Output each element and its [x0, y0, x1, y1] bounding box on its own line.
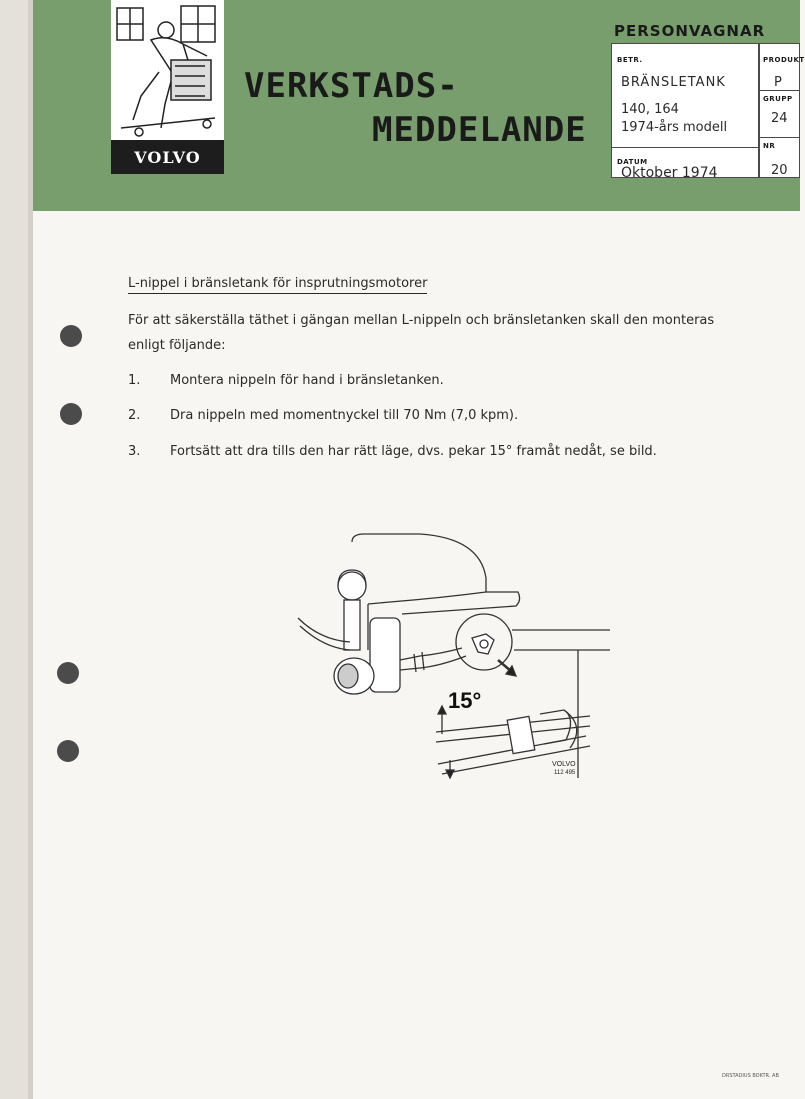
step-text: Montera nippeln för hand i bränsletanken. — [170, 373, 444, 388]
step-number: 1. — [128, 373, 141, 388]
betr-value: BRÄNSLETANK — [621, 75, 726, 90]
figure-caption-number: 112 495 — [554, 770, 576, 776]
nr-value: 20 — [771, 163, 788, 178]
mechanic-illustration — [111, 0, 224, 140]
step-number: 2. — [128, 408, 141, 423]
section-heading: L-nippel i bränsletank för insprutningsmotorer — [128, 276, 427, 294]
punch-hole — [60, 403, 82, 425]
models-value: 140, 164 — [621, 102, 679, 117]
printer-footer: DRSTADIUS BOKTR. AB — [722, 1073, 779, 1079]
figure-caption-brand: VOLVO — [552, 761, 576, 768]
grupp-value: 24 — [771, 111, 788, 126]
datum-value: Oktober 1974 — [621, 165, 718, 181]
model-year-value: 1974-års modell — [621, 120, 728, 135]
betr-label: BETR. — [617, 56, 643, 64]
punch-hole — [60, 325, 82, 347]
angle-label: 15° — [448, 688, 482, 713]
punch-hole — [57, 662, 79, 684]
title-line-1: VERKSTADS- — [244, 66, 459, 106]
intro-paragraph: För att säkerställa täthet i gängan mellan L-nippeln och bränsletanken skall den monteras enligt följande: — [128, 313, 715, 353]
volvo-wordmark: VOLVO — [111, 140, 224, 174]
step-text: Fortsätt att dra tills den har rätt läge, dvs. pekar 15° framåt nedåt, se bild. — [170, 444, 657, 459]
nr-label: NR — [763, 142, 776, 150]
step-number: 3. — [128, 444, 141, 459]
title-line-2: MEDDELANDE — [372, 110, 587, 150]
step-text: Dra nippeln med momentnyckel till 70 Nm (7,0 kpm). — [170, 408, 519, 423]
produkt-label: PRODUKT — [763, 56, 805, 64]
grupp-label: GRUPP — [763, 95, 793, 103]
fuel-tank-nipple-figure — [290, 530, 620, 780]
category-label: PERSONVAGNAR — [614, 22, 766, 40]
punch-hole — [57, 740, 79, 762]
classification-box — [759, 43, 805, 178]
subject-box — [611, 43, 759, 181]
datum-label: DATUM — [617, 158, 648, 166]
produkt-value: P — [774, 75, 782, 90]
